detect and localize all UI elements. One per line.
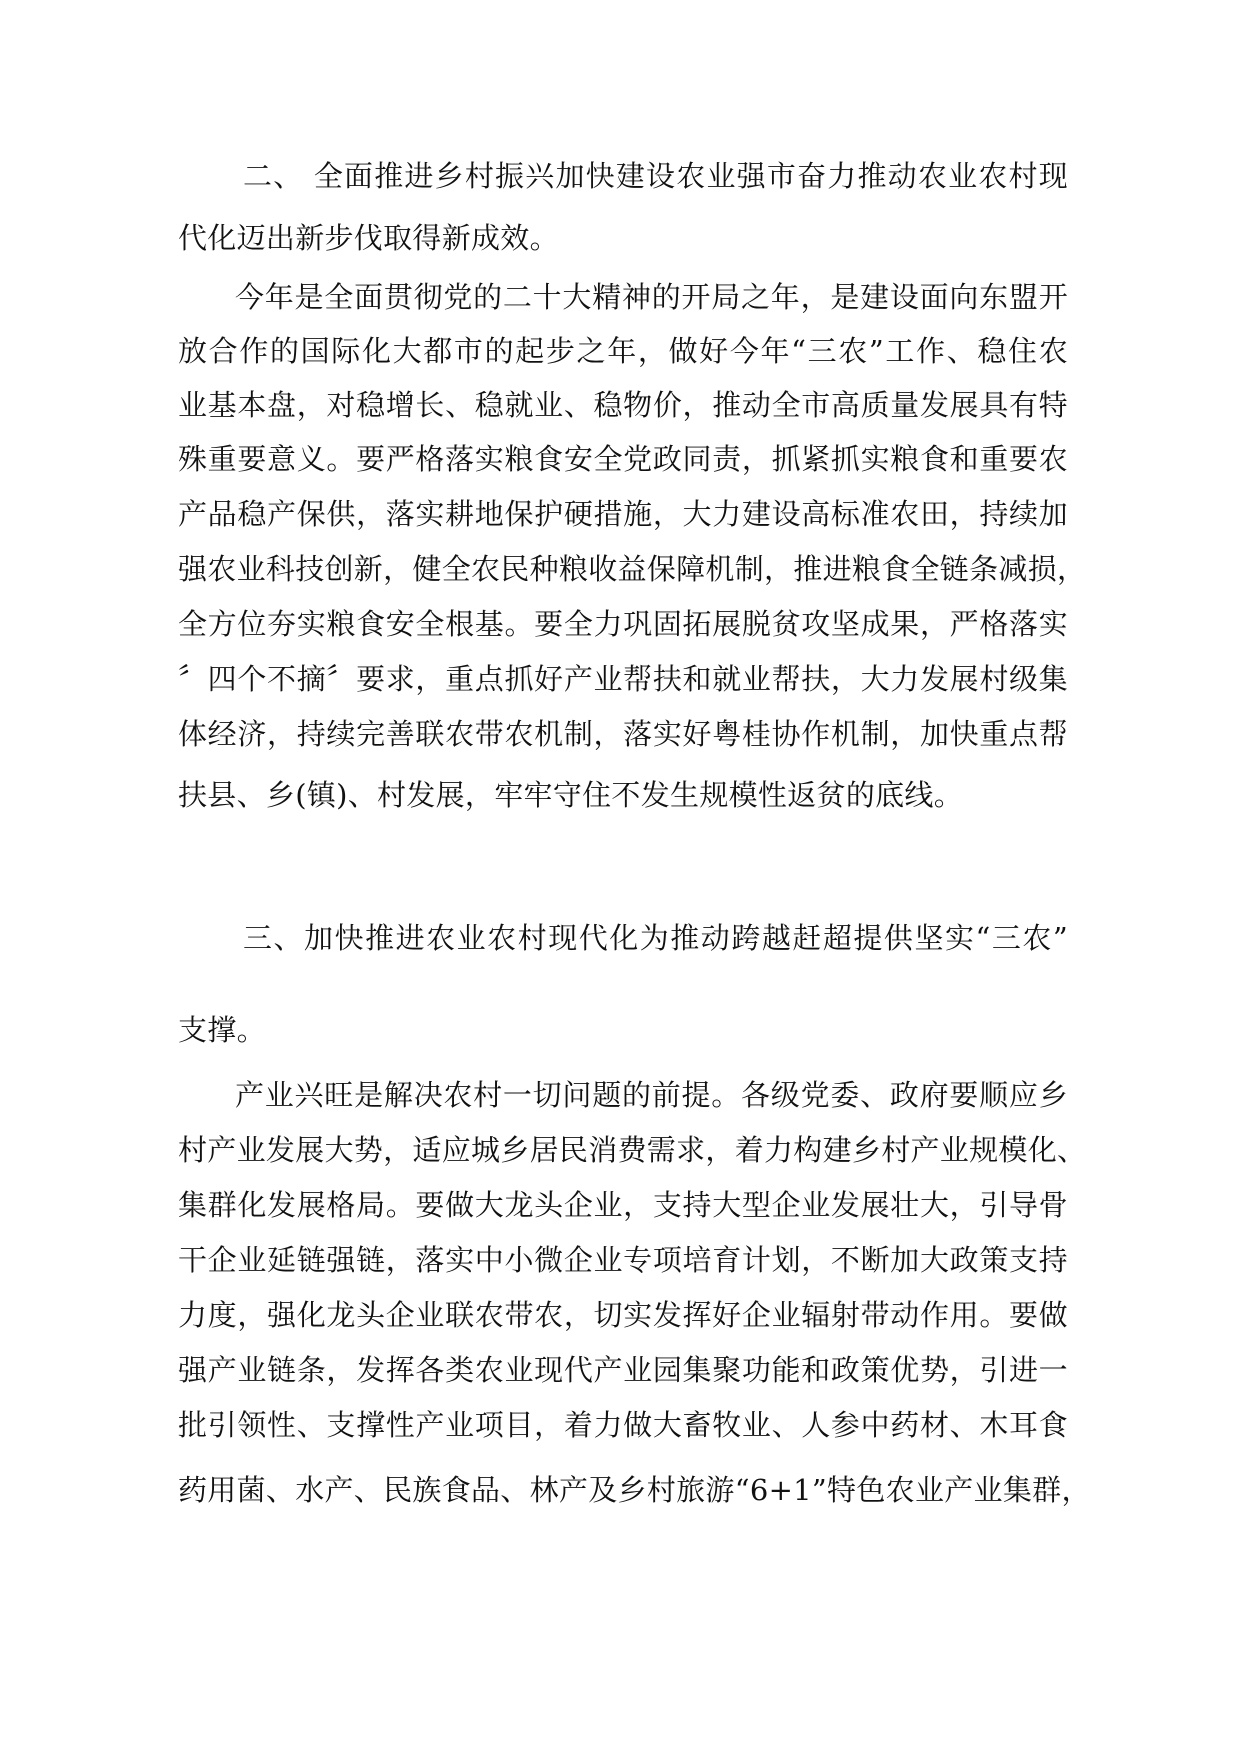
section-3-paragraph-line-8: 药用菌、水产、民族食品、林产及乡村旅游“6+1”特色农业产业集群， [178,1473,1091,1507]
section-2-paragraph-line-7: 全方位夯实粮食安全根基。要全力巩固拓展脱贫攻坚成果，严格落实 [178,607,1068,641]
section-3-paragraph-line-7: 批引领性、支撑性产业项目，着力做大畜牧业、人参中药材、木耳食 [178,1408,1068,1442]
section-3-paragraph-line-4: 干企业延链强链，落实中小微企业专项培育计划，不断加大政策支持 [178,1243,1068,1277]
section-2-paragraph-line-4: 殊重要意义。要严格落实粮食安全党政同责，抓紧抓实粮食和重要农 [178,442,1068,476]
section-2-paragraph-line-8: 〞四个不摘〞要求，重点抓好产业帮扶和就业帮扶，大力发展村级集 [178,662,1068,696]
section-3-paragraph-line-1: 产业兴旺是解决农村一切问题的前提。各级党委、政府要顺应乡 [235,1078,1068,1112]
section-2-paragraph-line-9: 体经济，持续完善联农带农机制，落实好粤桂协作机制，加快重点帮 [178,717,1068,751]
section-3-heading-line-1: 三、加快推进农业农村现代化为推动跨越赶超提供坚实“三农” [243,921,1068,955]
section-3-paragraph-line-5: 力度，强化龙头企业联农带农，切实发挥好企业辐射带动作用。要做 [178,1298,1068,1332]
section-2-paragraph-line-5: 产品稳产保供，落实耕地保护硬措施，大力建设高标准农田，持续加 [178,497,1068,531]
section-2-paragraph-line-1: 今年是全面贯彻党的二十大精神的开局之年，是建设面向东盟开 [235,280,1068,314]
section-3-heading-line-2: 支撑。 [178,1013,266,1047]
section-2-paragraph-line-3: 业基本盘，对稳增长、稳就业、稳物价，推动全市高质量发展具有特 [178,388,1068,422]
section-3-paragraph-line-2: 村产业发展大势，适应城乡居民消费需求，着力构建乡村产业规模化、 [178,1133,1087,1167]
section-2-heading-line-1: 二、 全面推进乡村振兴加快建设农业强市奋力推动农业农村现 [243,159,1068,193]
section-2-paragraph-line-2: 放合作的国际化大都市的起步之年，做好今年“三农”工作、稳住农 [178,334,1068,368]
section-3-paragraph-line-3: 集群化发展格局。要做大龙头企业，支持大型企业发展壮大，引导骨 [178,1188,1068,1222]
section-2-paragraph-line-6: 强农业科技创新，健全农民种粮收益保障机制，推进粮食全链条减损， [178,552,1087,586]
section-3-paragraph-line-6: 强产业链条，发挥各类农业现代产业园集聚功能和政策优势，引进一 [178,1353,1068,1387]
section-2-heading-line-2: 代化迈出新步伐取得新成效。 [178,221,559,255]
section-2-paragraph-line-10: 扶县、乡(镇)、村发展，牢牢守住不发生规模性返贫的底线。 [178,778,964,812]
